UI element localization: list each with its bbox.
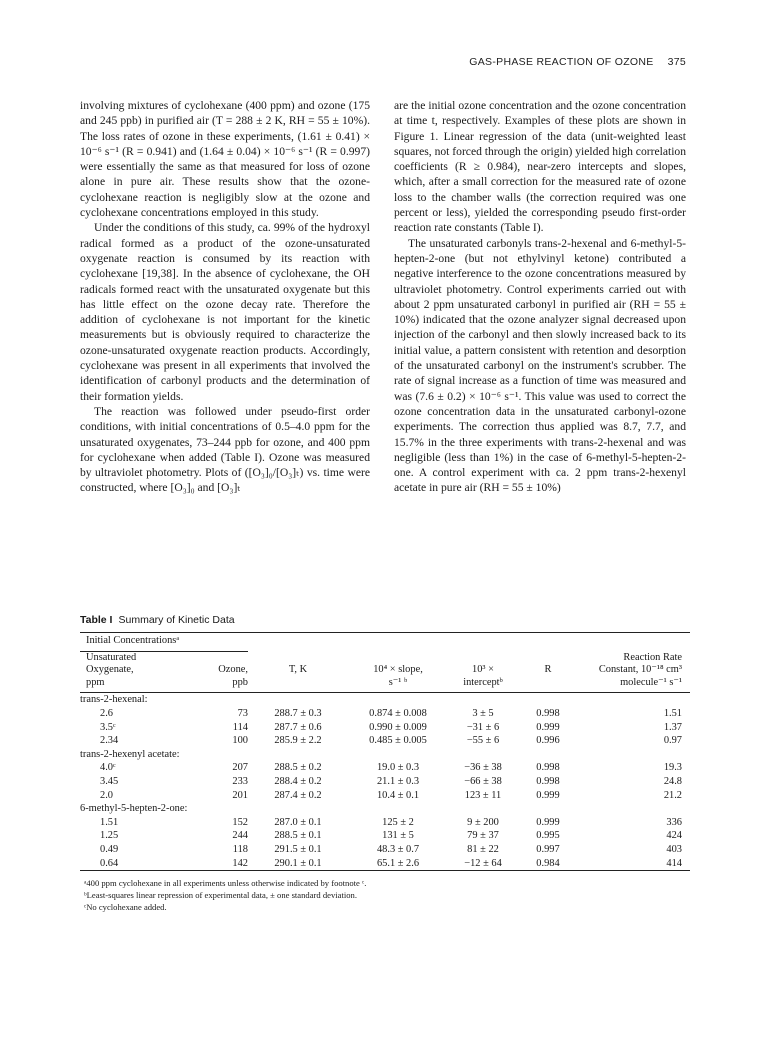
rate-constant-cell: 403 <box>666 843 682 855</box>
temperature-cell: 288.5 ± 0.1 <box>274 830 322 842</box>
slope-cell: 0.990 ± 0.009 <box>369 721 427 733</box>
table-row <box>80 775 690 789</box>
left-column <box>80 98 370 496</box>
temperature-cell: 288.5 ± 0.2 <box>274 762 322 774</box>
footnote: ᵇLeast-squares linear repression of experimental data, ± one standard deviation. <box>84 890 357 901</box>
compound-group-row <box>80 693 690 707</box>
ozone-cell: 207 <box>232 762 248 774</box>
rate-constant-cell: 24.8 <box>663 775 682 787</box>
ozone-cell: 100 <box>232 735 248 747</box>
slope-cell: 48.3 ± 0.7 <box>376 843 420 855</box>
r-cell: 0.997 <box>536 843 560 855</box>
table-row <box>80 761 690 775</box>
running-header <box>469 56 686 68</box>
intercept-cell: −12 ± 64 <box>464 857 502 869</box>
intercept-cell: 3 ± 5 <box>472 707 494 719</box>
slope-cell: 131 ± 5 <box>382 830 414 842</box>
oxygenate-cell: 0.64 <box>100 857 119 869</box>
temperature-cell: 287.7 ± 0.6 <box>274 721 322 733</box>
intercept-cell: 123 ± 11 <box>464 789 502 801</box>
compound-group-row <box>80 802 690 816</box>
page-number: 375 <box>667 56 686 68</box>
rate-constant-cell: 336 <box>666 816 682 828</box>
r-cell: 0.998 <box>536 707 560 719</box>
table-row <box>80 829 690 843</box>
rate-constant-cell: 414 <box>666 857 682 869</box>
temperature-cell: 288.4 ± 0.2 <box>274 775 322 787</box>
table-row <box>80 734 690 748</box>
r-cell: 0.984 <box>536 857 560 869</box>
intercept-cell: −66 ± 38 <box>464 775 502 787</box>
table-caption <box>80 614 690 626</box>
table <box>80 632 690 871</box>
paragraph: The unsaturated carbonyls trans-2-hexenal and 6-methyl-5-hepten-2-one (but not ethylvinyl ketone) contributed a negative interference to the ozone concentrations measured by ultraviolet photometry. Control experiments carried out with about 2 ppm unsaturated carbonyl in purified air (RH = 55 ± 10%) indicated that the ozone analyzer signal decreased upon injection of the carbonyl and then slowly increased back to its initial value, a pattern consistent with retention and desorption of the unsaturated carbonyl on the instrument's scrubber. The rate of signal increase as a function of time was measured and was (7.6 ± 0.2) × 10⁻⁶ s⁻¹. This value was used to correct the ozone concentration data in the unsaturated carbonyl-ozone experiments. The correction thus applied was 8.7, 7.7, and 15.7% in the three experiments with trans-2-hexenal and was negligible (less than 1%) in the case of 6-methyl-5-hepten-2-one. A control experiment with ca. 2 ppm trans-2-hexenyl acetate in pure air (RH = 55 ± 10%) <box>394 236 686 495</box>
oxygenate-cell: 1.51 <box>100 816 119 828</box>
table-row <box>80 721 690 735</box>
initial-concentrations-header: Initial Concentrationsᵃ <box>80 633 248 652</box>
kinetic-data-table <box>80 614 690 913</box>
oxygenate-cell: 2.0 <box>100 789 113 801</box>
right-column <box>394 98 686 496</box>
table-row <box>80 789 690 803</box>
table-row <box>80 816 690 830</box>
slope-cell: 0.485 ± 0.005 <box>369 735 427 747</box>
slope-cell: 0.874 ± 0.008 <box>369 707 427 719</box>
ozone-cell: 152 <box>232 816 248 828</box>
paragraph: Under the conditions of this study, ca. 99% of the hydroxyl radical formed as a product of the ozone-unsaturated oxygenate reaction is consumed by its reaction with cyclohexane [19,38]. In the absence of cyclohexane, the OH radicals formed react with the unsaturated oxygenate but this has little effect on the ozone decay rate. Therefore the addition of cyclohexane is not important for the kinetic measurements but is obviously required to characterize the ozone-unsaturated oxygenate reaction products. Accordingly, cyclohexane was present in all experiments that involved the identification of carbonyl products and the determination of their formation yields. <box>80 221 370 403</box>
running-title: GAS-PHASE REACTION OF OZONE <box>469 56 654 68</box>
table-row <box>80 707 690 721</box>
col-rate-constant: Reaction Rate Constant, 10⁻¹⁸ cm³ molecule⁻¹ s⁻¹ <box>598 651 682 688</box>
r-cell: 0.998 <box>536 775 560 787</box>
table-footnotes <box>80 877 690 913</box>
compound-name: trans-2-hexenal: <box>80 694 148 706</box>
paragraph: The reaction was followed under pseudo-first order conditions, with initial concentrations of 0.5–4.0 ppm for the unsaturated oxygenates, 73–244 ppb for ozone, and 400 ppm for cyclohexane when added (Table I). Ozone was measured by ultraviolet photometry. Plots of ([O₃]₀/[O₃]ₜ) vs. time were constructed, where [O₃]₀ and [O₃]ₜ <box>80 404 370 495</box>
col-slope: 10⁴ × slope, s⁻¹ ᵇ <box>373 664 423 688</box>
slope-cell: 19.0 ± 0.3 <box>376 762 420 774</box>
table-title: Summary of Kinetic Data <box>118 614 235 626</box>
temperature-cell: 288.7 ± 0.3 <box>274 707 322 719</box>
oxygenate-cell: 0.49 <box>100 843 119 855</box>
ozone-cell: 233 <box>232 775 248 787</box>
oxygenate-cell: 2.34 <box>100 735 119 747</box>
r-cell: 0.995 <box>536 830 560 842</box>
table-row <box>80 857 690 871</box>
slope-cell: 125 ± 2 <box>382 816 414 828</box>
ozone-cell: 244 <box>232 830 248 842</box>
r-cell: 0.998 <box>536 762 560 774</box>
r-cell: 0.996 <box>536 735 560 747</box>
ozone-cell: 118 <box>232 843 248 855</box>
table-row <box>80 843 690 857</box>
table-label: Table I <box>80 614 113 626</box>
r-cell: 0.999 <box>536 721 560 733</box>
intercept-cell: −55 ± 6 <box>466 735 500 747</box>
rate-constant-cell: 21.2 <box>663 789 682 801</box>
slope-cell: 21.1 ± 0.3 <box>376 775 420 787</box>
temperature-cell: 290.1 ± 0.1 <box>274 857 322 869</box>
ozone-cell: 142 <box>232 857 248 869</box>
compound-name: 6-methyl-5-hepten-2-one: <box>80 803 188 815</box>
rate-constant-cell: 1.37 <box>663 721 682 733</box>
intercept-cell: −36 ± 38 <box>464 762 502 774</box>
col-r: R <box>544 664 552 676</box>
paragraph: involving mixtures of cyclohexane (400 ppm) and ozone (175 and 245 ppb) in purified air (T = 288 ± 2 K, RH = 55 ± 10%). The loss rates of ozone in these experiments, (1.61 ± 0.41) × 10⁻⁶ s⁻¹ (R = 0.941) and (1.64 ± 0.04) × 10⁻⁶ s⁻¹ (R = 0.997) were essentially the same as that measured for loss of ozone alone in pure air. These results show that the ozone-cyclohexane reaction is negligibly slow at the ozone and cyclohexane concentrations employed in this study. <box>80 99 370 220</box>
oxygenate-cell: 3.5ᶜ <box>100 721 116 733</box>
slope-cell: 65.1 ± 2.6 <box>376 857 420 869</box>
footnote: ᶜNo cyclohexane added. <box>84 902 167 913</box>
oxygenate-cell: 3.45 <box>100 775 119 787</box>
footnote: ᵃ400 ppm cyclohexane in all experiments unless otherwise indicated by footnote ᶜ. <box>84 878 367 889</box>
temperature-cell: 291.5 ± 0.1 <box>274 843 322 855</box>
col-ozone: Ozone, ppb <box>218 664 248 688</box>
col-oxygenate: Unsaturated Oxygenate, ppm <box>86 651 137 688</box>
col-intercept: 10³ × interceptᵇ <box>463 664 503 688</box>
compound-name: trans-2-hexenyl acetate: <box>80 748 180 760</box>
group-header-row <box>80 633 690 652</box>
temperature-cell: 287.0 ± 0.1 <box>274 816 322 828</box>
oxygenate-cell: 4.0ᶜ <box>100 762 116 774</box>
rate-constant-cell: 0.97 <box>663 735 682 747</box>
oxygenate-cell: 2.6 <box>100 707 113 719</box>
rate-constant-cell: 1.51 <box>663 707 682 719</box>
r-cell: 0.999 <box>536 816 560 828</box>
temperature-cell: 287.4 ± 0.2 <box>274 789 322 801</box>
compound-group-row <box>80 748 690 762</box>
temperature-cell: 285.9 ± 2.2 <box>274 735 322 747</box>
slope-cell: 10.4 ± 0.1 <box>376 789 420 801</box>
paragraph: are the initial ozone concentration and the ozone concentration at time t, respectively. Examples of these plots are shown in Figure 1. Linear regression of the data (unit-weighted least squares, not forced through the origin) yielded high correlation coefficients (R ≥ 0.984), near-zero intercepts and slopes, which, after a small correction for the measured rate of ozone loss to the chamber walls (the correction required was one percent or less), yielded the corresponding pseudo first-order reaction rate constants (Table I). <box>394 99 687 235</box>
rate-constant-cell: 424 <box>666 830 682 842</box>
r-cell: 0.999 <box>536 789 560 801</box>
intercept-cell: 79 ± 37 <box>467 830 499 842</box>
intercept-cell: 9 ± 200 <box>467 816 499 828</box>
rate-constant-cell: 19.3 <box>663 762 682 774</box>
intercept-cell: 81 ± 22 <box>467 843 499 855</box>
oxygenate-cell: 1.25 <box>100 830 119 842</box>
ozone-cell: 114 <box>232 721 248 733</box>
intercept-cell: −31 ± 6 <box>466 721 500 733</box>
ozone-cell: 73 <box>237 707 248 719</box>
ozone-cell: 201 <box>232 789 248 801</box>
col-temperature: T, K <box>288 664 308 676</box>
column-header-row <box>80 651 690 693</box>
